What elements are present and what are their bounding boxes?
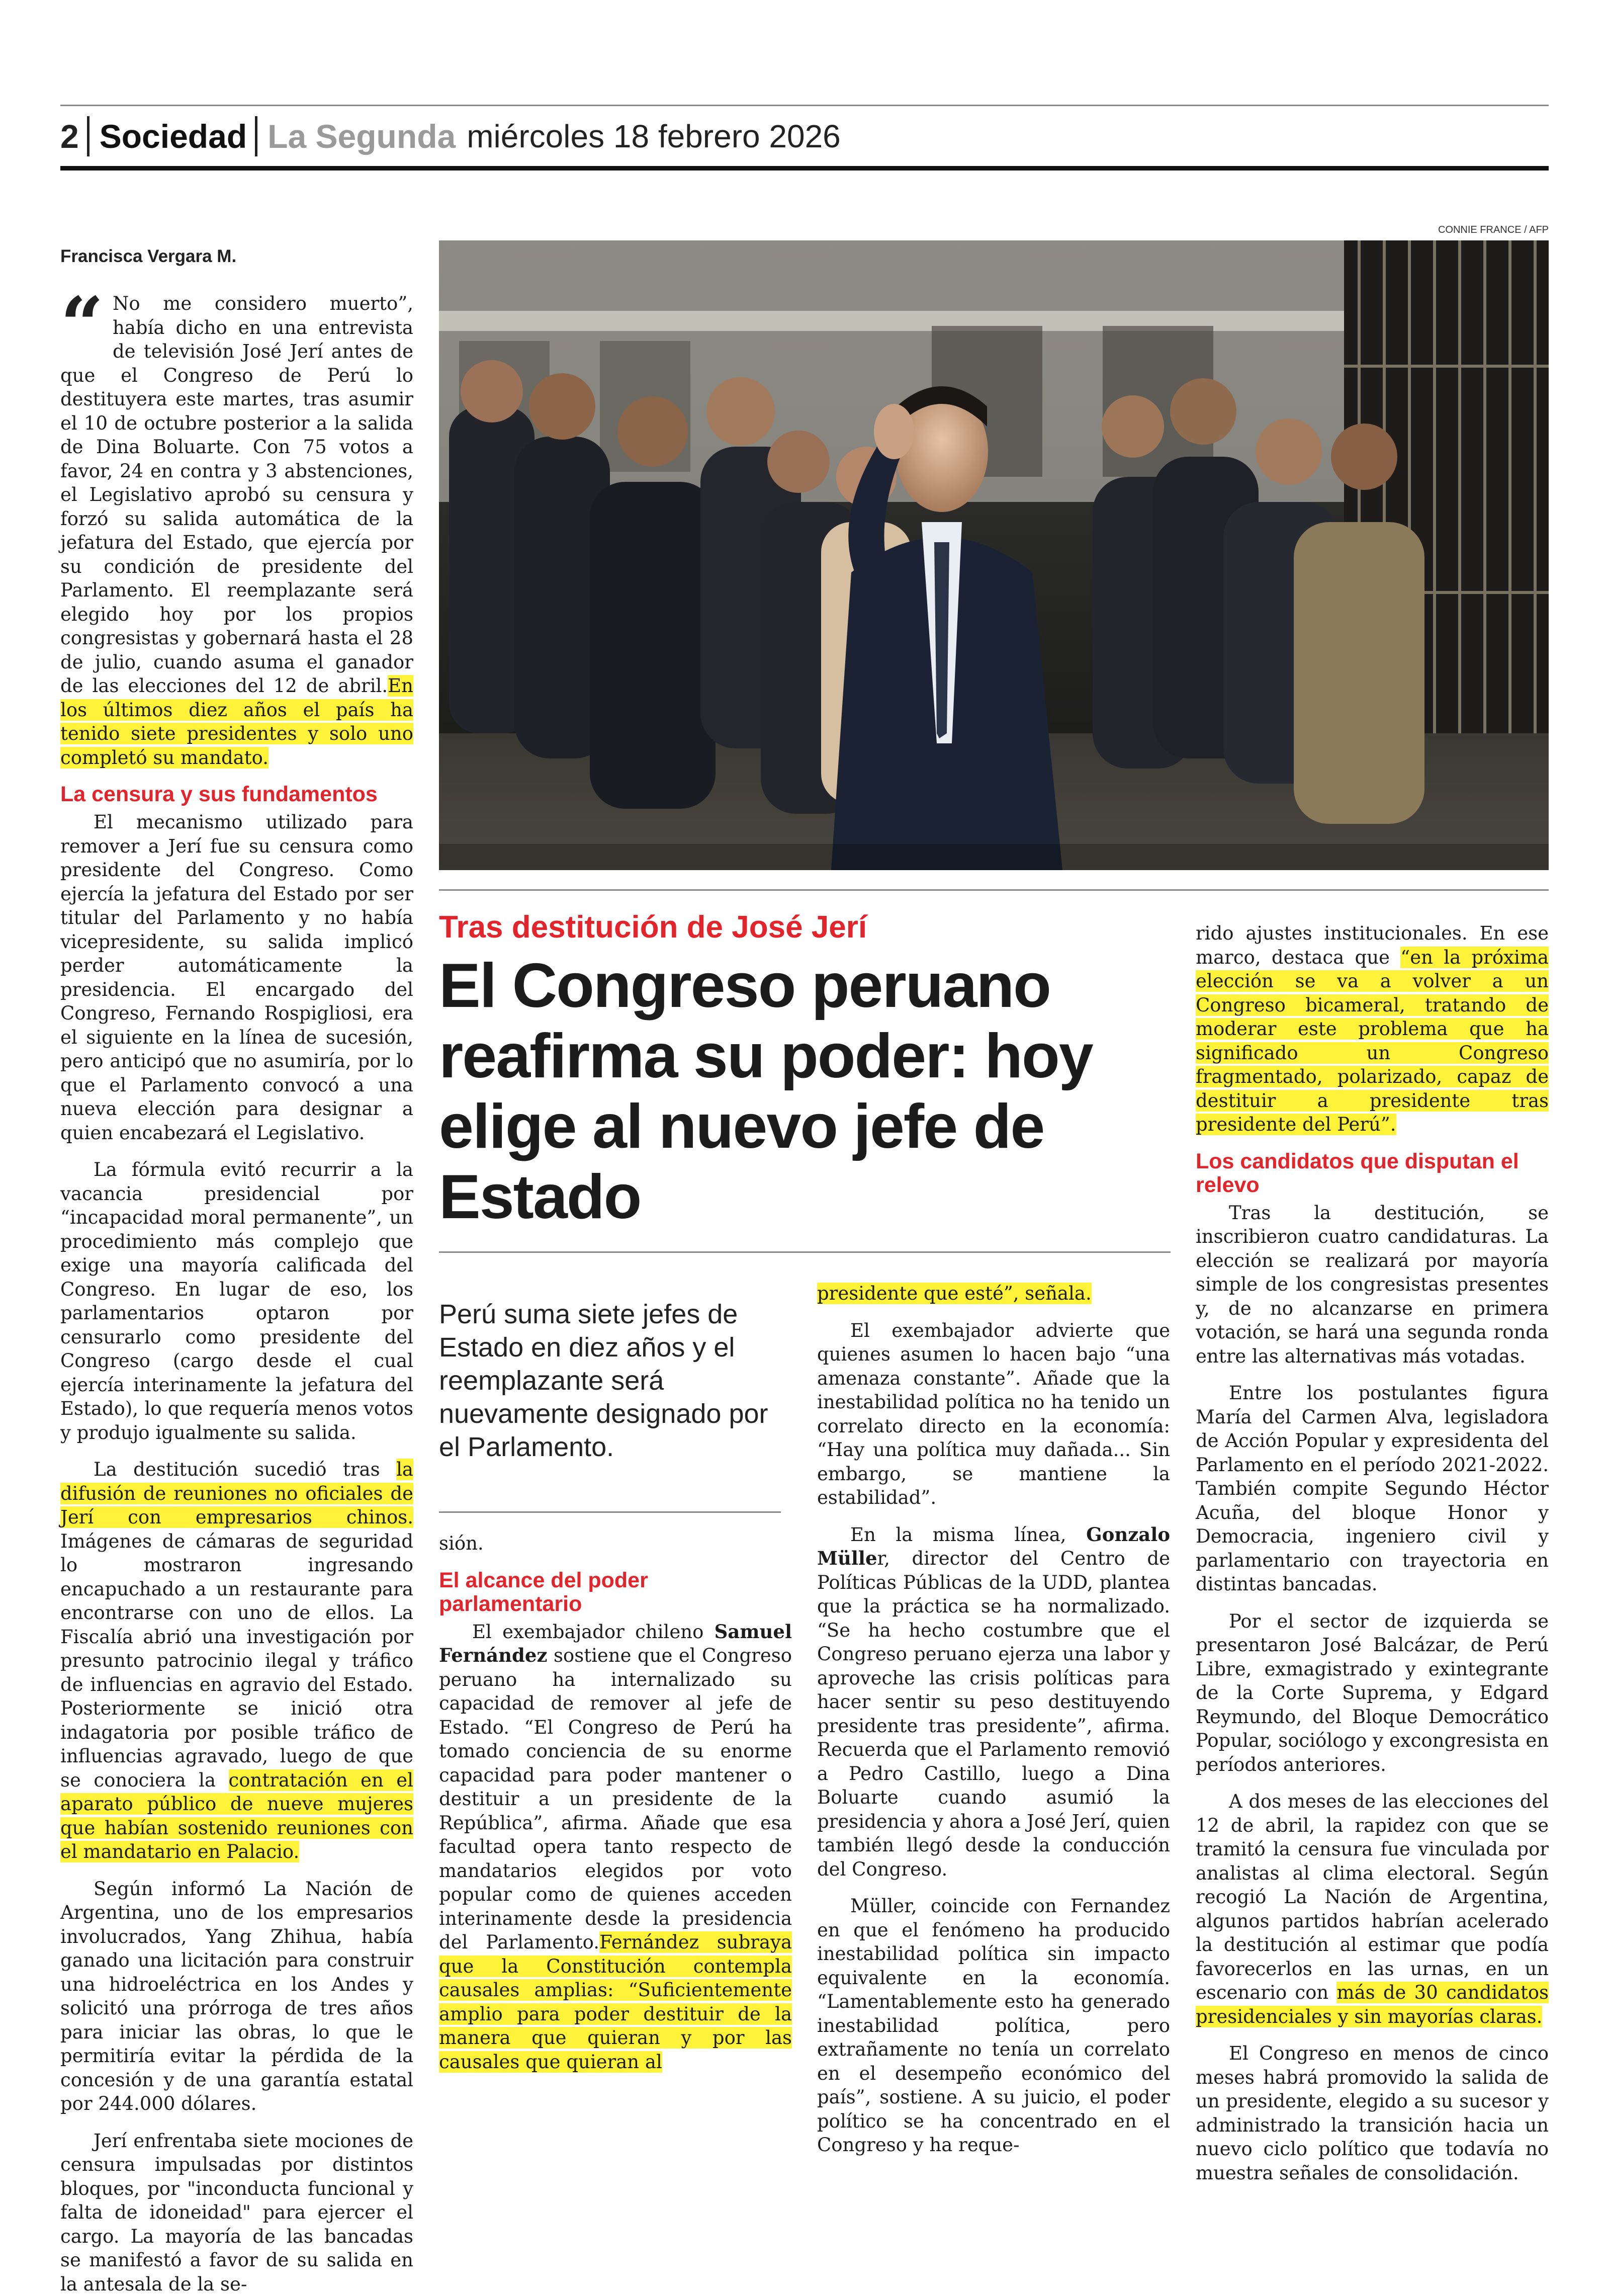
paragraph: El exembajador advierte que quienes asumen lo hacen bajo “una amenaza constante”. Añade que la inestabilidad política no ha tenido un correlato directo en la economía: “Hay una política muy dañada... Sin embargo, se mantiene la estabilidad”. — [817, 1319, 1170, 1510]
highlight-presidente: presidente que esté”, señala. — [817, 1283, 1092, 1304]
text-run: A dos meses de las elecciones del 12 de abril, la rapidez con que se tramitó la censura fue vinculada por analistas al clima electoral. Según recogió La Nación de Argentina, algunos partidos habrían acelerado la destitución al estimar que podía favorecerlos en las urnas, en un escenario con — [1196, 1791, 1549, 2003]
paragraph — [60, 1458, 413, 1864]
text-run: rido ajustes institucionales. En ese marco, destaca que — [1196, 922, 1549, 968]
paragraph: El mecanismo utilizado para remover a Jerí fue su censura como presidente del Congreso. Como ejercía la jefatura del Estado por ser titular del Parlamento y no había vicepresidente, su salida implicó perder automáticamente la presidencia. El encargado del Congreso, Fernando Rospigliosi, era el siguiente en la línea de sucesión, pero anticipó que no asumiría, por lo que el Parlamento convocó a una nueva elección para designar a quien encabezará el Legislativo. — [60, 810, 413, 1145]
issue-date: miércoles 18 febrero 2026 — [467, 118, 841, 155]
lead-text: No me considero muerto”, había dicho en una entrevista de televisión José Jerí antes de que el Congreso de Perú lo destituyera este martes, tras asumir el 10 de octubre posterior a la salida de Dina Boluarte. Con 75 votos a favor, 24 en contra y 3 abstenciones, el Legislativo aprobó su censura y forzó su salida automática de la jefatura del Estado, que ejercía por su condición de presidente del Parlamento. El reemplazante será elegido hoy por los propios congresistas y gobernará hasta el 28 de julio, cuando asuma el ganador de las elecciones del 12 de abril. — [60, 293, 413, 697]
paragraph — [817, 1523, 1170, 1882]
column-4 — [1196, 921, 1549, 2185]
photo-rule — [439, 889, 1549, 891]
text-run: En la misma línea, — [850, 1524, 1086, 1546]
byline: Francisca Vergara M. — [60, 246, 236, 267]
highlight-reuniones: la difusión de reuniones no oficiales de Jerí con empresarios chinos. — [60, 1459, 413, 1528]
headline-rule — [439, 1251, 1171, 1253]
paragraph — [1196, 1790, 1549, 2028]
text-run: r, director del Centro de Políticas Públicas de la UDD, plantea que la práctica se ha normalizado. “Se ha hecho costumbre que el Congreso peruano ejerza una labor y aproveche las crisis políticas para hacer sentir su peso destituyendo presidente tras presidente”, afirma. Recuerda que el Parlamento removió a Pedro Castillo, luego a Dina Boluarte cuando asumió la presidencia y ahora a José Jerí, quien también llegó desde la conducción del Congreso. — [817, 1548, 1170, 1880]
headline: El Congreso peruano reafirma su poder: hoy elige al nuevo jefe de Estado — [439, 951, 1163, 1232]
photo-credit: CONNIE FRANCE / AFP — [1106, 224, 1549, 236]
paragraph: Jerí enfrentaba siete mociones de censura impulsadas por distintos bloques, por "inconducta funcional y falta de idoneidad" para ejercer el cargo. La mayoría de las bancadas se manifestó a favor de su salida en la antesala de la se- — [60, 2129, 413, 2296]
paragraph: Según informó La Nación de Argentina, uno de los empresarios involucrados, Yang Zhihua, había ganado una licitación para construir una hidroeléctrica en los Andes y solicitó una prórroga de tres años para iniciar las obras, lo que le permitiría evitar la pérdida de la concesión y de una garantía estatal por 244.000 dólares. — [60, 1877, 413, 2116]
paragraph — [817, 1282, 1170, 1306]
highlight-candidatos: más de 30 candidatos presidenciales y sin mayorías claras. — [1196, 1982, 1549, 2027]
quote-mark-icon: “ — [60, 295, 110, 350]
paragraph — [439, 1620, 792, 2074]
highlight-constitucion: Fernández subraya que la Constitución contempla causales amplias: “Suficientemente amplio para poder destituir de la manera que quieran y por las causales que quieran al — [439, 1931, 792, 2073]
news-photo — [439, 240, 1549, 870]
column-1 — [60, 292, 413, 2296]
header-rule — [60, 166, 1549, 171]
paragraph: Müller, coincide con Fernandez en que el fenómeno ha producido inestabilidad política sin impacto equivalente en la economía. “Lamentablemente esto ha generado inestabilidad política, pero extrañamente no tenía un correlato en el desempeño económico del país”, sostiene. A su juicio, el poder político se ha concentrado en el Congreso y ha reque- — [817, 1894, 1170, 2157]
highlight-lead: En los últimos diez años el país ha tenido siete presidentes y solo uno completó su mandato. — [60, 675, 413, 769]
paragraph: La fórmula evitó recurrir a la vacancia presidencial por “incapacidad moral permanente”, un procedimiento más complejo que exige una mayoría calificada del Congreso. En lugar de eso, los parlamentarios optaron por censurarlo como presidente del Congreso (cargo desde el cual ejercía interinamente la jefatura del Estado), lo que requería menos votos y produjo igualmente su salida. — [60, 1158, 413, 1444]
dek: Perú suma siete jefes de Estado en diez años y el reemplazante será nuevamente designado por el Parlamento. — [439, 1298, 786, 1464]
paragraph: Por el sector de izquierda se presentaron José Balcázar, de Perú Libre, exmagistrado y exintegrante de la Corte Suprema, y Edgard Reymundo, del Bloque Democrático Popular, sociólogo y excongresista en períodos anteriores. — [1196, 1609, 1549, 1777]
column-3 — [817, 1282, 1170, 2157]
subhead-censura: La censura y sus fundamentos — [60, 783, 413, 806]
lead-paragraph — [60, 292, 413, 770]
masthead — [60, 109, 1549, 164]
dek-rule — [439, 1511, 781, 1513]
source-name: Gonzalo Mülle — [817, 1523, 1170, 1570]
text-run: El exembajador chileno — [472, 1621, 715, 1643]
newspaper-name: La Segunda — [268, 117, 456, 155]
section-name: Sociedad — [100, 116, 257, 156]
paragraph: sión. — [439, 1532, 792, 1556]
kicker: Tras destitución de José Jerí — [439, 909, 867, 945]
text-run: La destitución sucedió tras — [94, 1459, 396, 1480]
subhead-alcance: El alcance del poder parlamentario — [439, 1569, 792, 1616]
subhead-candidatos: Los candidatos que disputan el relevo — [1196, 1150, 1549, 1197]
paragraph — [1196, 921, 1549, 1137]
paragraph: Tras la destitución, se inscribieron cuatro candidaturas. La elección se realizará por mayoría simple de los congresistas presentes y, de no alcanzarse en primera votación, se hará una segunda ronda entre las alternativas más votadas. — [1196, 1201, 1549, 1369]
highlight-contratacion: contratación en el aparato público de nueve mujeres que habían sostenido reuniones con el mandatario en Palacio. — [60, 1769, 413, 1863]
top-rule — [60, 105, 1549, 106]
highlight-bicameral: “en la próxima elección se va a volver a un Congreso bicameral, tratando de moderar este problema que ha significado un Congreso fragmentado, polarizado, capaz de destituir a presidente tras presidente del Perú”. — [1196, 947, 1549, 1136]
page-number: 2 — [60, 116, 90, 156]
text-run: sostiene que el Congreso peruano ha internalizado su capacidad de remover al jefe de Estado. “El Congreso de Perú ha tomado conciencia de su enorme capacidad para poder mantener o destituir a un presidente de la República”, afirma. Añade que esa facultad opera tanto respecto de mandatarios elegidos por voto popular como de quienes acceden interinamente desde la presidencia del Parlamento. — [439, 1645, 792, 1953]
paragraph: El Congreso en menos de cinco meses habrá promovido la salida de un presidente, elegido a su sucesor y administrado la transición hacia un nuevo ciclo político que todavía no muestra señales de consolidación. — [1196, 2042, 1549, 2185]
paragraph: Entre los postulantes figura María del Carmen Alva, legisladora de Acción Popular y expresidenta del Parlamento en el período 2021-2022. También compite Segundo Héctor Acuña, del bloque Honor y Democracia, ingeniero civil y parlamentario con trayectoria en distintas bancadas. — [1196, 1381, 1549, 1596]
column-2 — [439, 1532, 792, 2074]
text-run: Imágenes de cámaras de seguridad lo mostraron ingresando encapuchado a un restaurante para encontrarse con uno de ellos. La Fiscalía abrió una investigación por presunto patrocinio ilegal y tráfico de influencias en agravio del Estado. Posteriormente se inició otra indagatoria por posible tráfico de influencias agravado, luego de que se conociera la — [60, 1530, 413, 1791]
source-name: Samuel Fernández — [439, 1621, 792, 1667]
